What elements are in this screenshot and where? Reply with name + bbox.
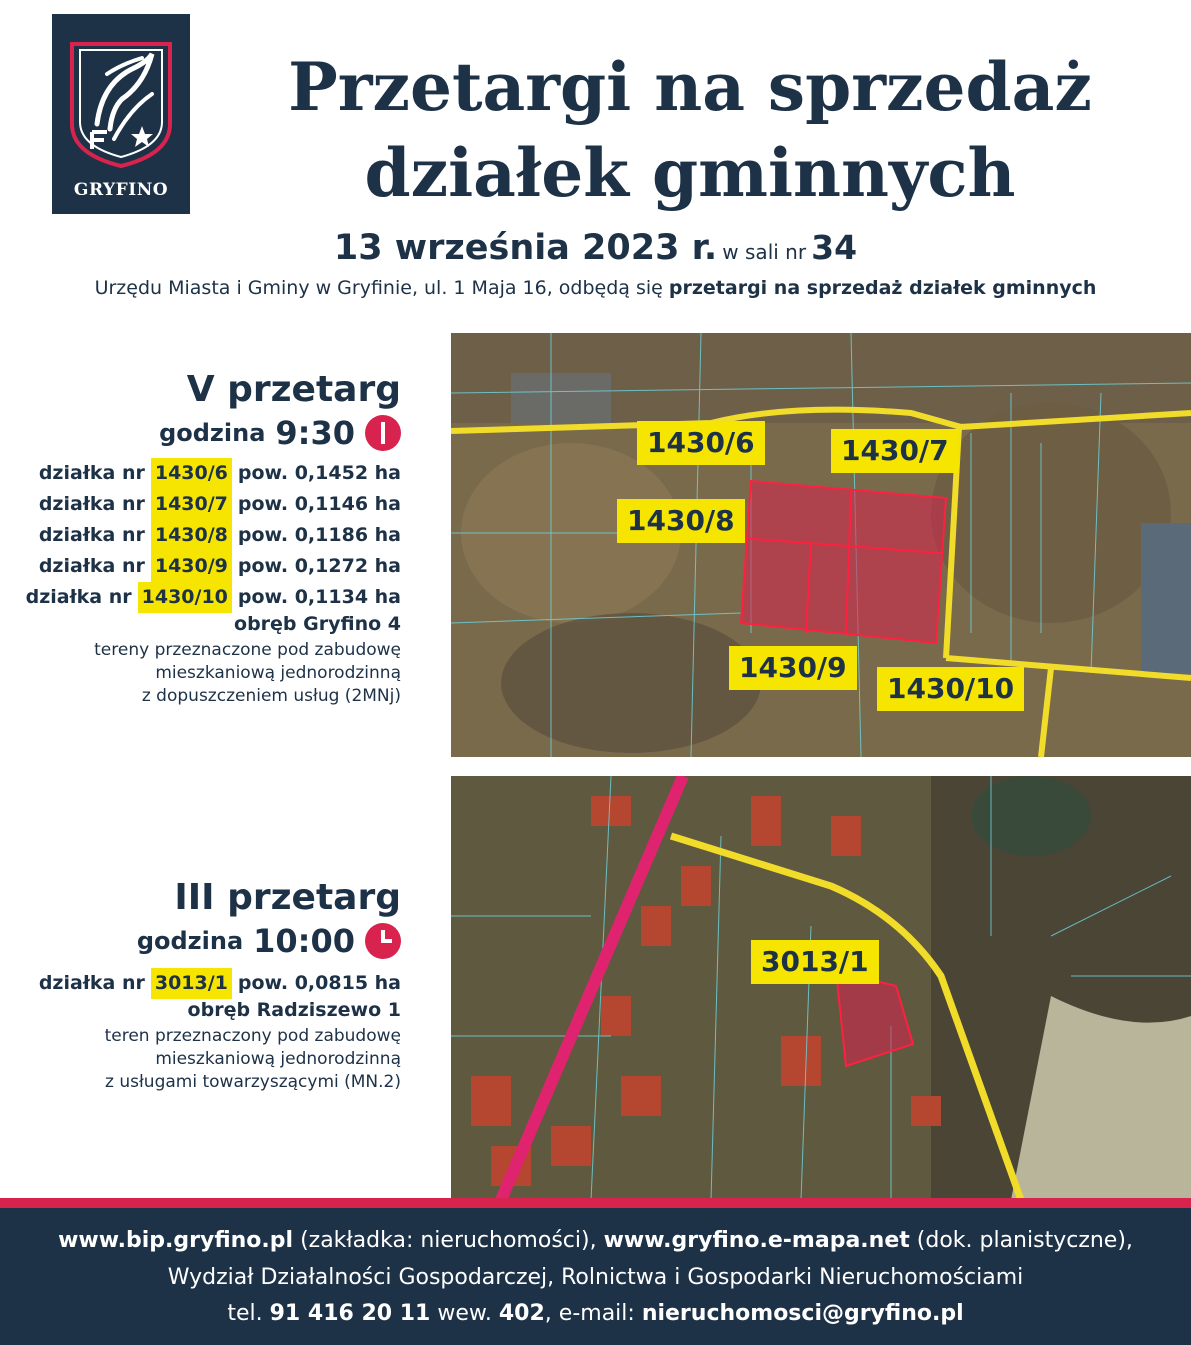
plot-row <box>26 582 401 613</box>
aerial-map-1 <box>451 333 1191 757</box>
footer <box>0 1208 1191 1345</box>
desc-line: z usługami towarzyszącymi (MN.2) <box>105 1072 401 1092</box>
emapa-note: (dok. planistyczne), <box>916 1228 1133 1253</box>
auction-date: 13 września 2023 r. <box>333 228 718 268</box>
location-line <box>0 277 1191 299</box>
plot-tag: 1430/8 <box>617 499 745 543</box>
auction-1-info <box>26 368 401 708</box>
title-line-1: Przetargi na sprzedaż <box>288 48 1092 126</box>
plot-label: działka nr <box>25 586 132 608</box>
plot-area: pow. 0,1452 ha <box>237 462 401 484</box>
clock-icon <box>365 415 401 451</box>
footer-contact <box>0 1301 1191 1326</box>
gryfino-logo <box>52 14 190 214</box>
plot-number: 1430/8 <box>151 520 232 551</box>
plot-tag: 1430/7 <box>831 429 959 473</box>
plot-row <box>26 520 401 551</box>
footer-links <box>0 1228 1191 1253</box>
location-bold: przetargi na sprzedaż działek gminnych <box>668 277 1097 299</box>
plot-row <box>26 458 401 489</box>
email-link[interactable]: nieruchomosci@gryfino.pl <box>641 1301 964 1326</box>
hour-value: 10:00 <box>253 922 355 960</box>
hour-label: godzina <box>159 419 266 447</box>
auction-1-obreb: obręb Gryfino 4 <box>234 613 401 635</box>
footer-department: Wydział Działalności Gospodarczej, Rolnictwa i Gospodarki Nieruchomościami <box>167 1265 1024 1290</box>
desc-line: z dopuszczeniem usług (2MNj) <box>141 686 401 706</box>
auction-1-hour <box>26 414 401 452</box>
plot-area: pow. 0,1134 ha <box>237 586 401 608</box>
plot-row <box>39 968 401 999</box>
griffin-crest-icon <box>52 14 190 174</box>
auction-2-description <box>39 1025 401 1094</box>
tel-label: tel. <box>227 1301 263 1326</box>
plot-label: działka nr <box>38 524 145 546</box>
plot-number: 3013/1 <box>151 968 232 999</box>
auction-2-obreb: obręb Radziszewo 1 <box>187 999 401 1021</box>
room-prefix: w sali nr <box>722 240 807 264</box>
extension-number: 402 <box>498 1301 545 1326</box>
email-label: , e-mail: <box>544 1301 635 1326</box>
plot-number: 1430/7 <box>151 489 232 520</box>
plot-area: pow. 0,1186 ha <box>237 524 401 546</box>
auction-1-title: V przetarg <box>186 369 401 410</box>
date-line <box>0 228 1191 268</box>
location-text: Urzędu Miasta i Gminy w Gryfinie, ul. 1 Maja 16, odbędą się <box>94 277 663 299</box>
plot-label: działka nr <box>38 555 145 577</box>
plot-label: działka nr <box>38 972 145 994</box>
plot-tag: 3013/1 <box>751 940 879 984</box>
plot-row <box>26 551 401 582</box>
auction-2-title: III przetarg <box>174 877 401 918</box>
desc-line: tereny przeznaczone pod zabudowę <box>94 640 401 660</box>
plot-tag: 1430/9 <box>729 646 857 690</box>
desc-line: mieszkaniową jednorodzinną <box>155 663 401 683</box>
plot-label: działka nr <box>38 462 145 484</box>
map-radziszewo-1 <box>451 776 1191 1200</box>
desc-line: mieszkaniową jednorodzinną <box>155 1049 401 1069</box>
hour-label: godzina <box>136 927 244 955</box>
aerial-map-2 <box>451 776 1191 1200</box>
plot-tag: 1430/10 <box>877 667 1024 711</box>
auction-1-plots <box>26 458 401 613</box>
ext-label: wew. <box>437 1301 492 1326</box>
auction-1-description <box>26 639 401 708</box>
plot-tag: 1430/6 <box>637 421 765 465</box>
room-number: 34 <box>811 228 858 267</box>
plot-number: 1430/10 <box>138 582 232 613</box>
desc-line: teren przeznaczony pod zabudowę <box>104 1026 401 1046</box>
auction-2-hour <box>39 922 401 960</box>
emapa-link[interactable]: www.gryfino.e-mapa.net <box>603 1228 910 1253</box>
plot-number: 1430/9 <box>151 551 232 582</box>
auction-2-info <box>39 876 401 1094</box>
page-title <box>210 44 1170 216</box>
plot-number: 1430/6 <box>151 458 232 489</box>
clock-icon <box>365 923 401 959</box>
auction-2-plots <box>39 968 401 999</box>
hour-value: 9:30 <box>275 414 355 452</box>
plot-label: działka nr <box>38 493 145 515</box>
plot-area: pow. 0,0815 ha <box>237 972 401 994</box>
footer-stripe <box>0 1198 1191 1208</box>
bip-link[interactable]: www.bip.gryfino.pl <box>58 1228 294 1253</box>
map-gryfino-4 <box>451 333 1191 757</box>
plot-area: pow. 0,1272 ha <box>237 555 401 577</box>
bip-note: (zakładka: nieruchomości), <box>300 1228 597 1253</box>
title-line-2: działek gminnych <box>364 134 1016 212</box>
phone-number[interactable]: 91 416 20 11 <box>269 1301 431 1326</box>
plot-area: pow. 0,1146 ha <box>237 493 401 515</box>
plot-row <box>26 489 401 520</box>
logo-label: GRYFINO <box>73 180 169 200</box>
